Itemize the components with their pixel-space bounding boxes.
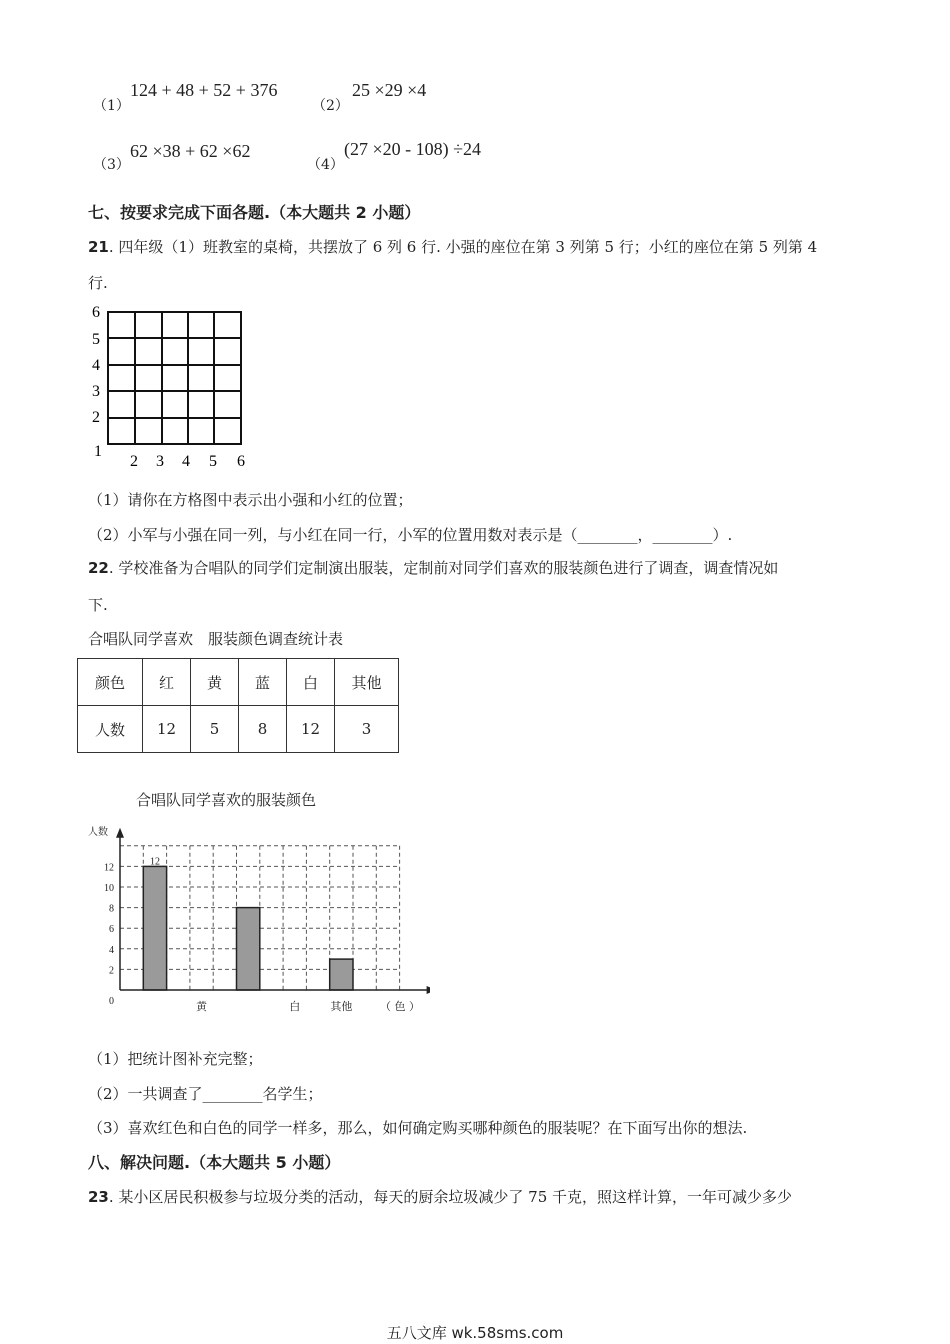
q21-line2: 行. bbox=[88, 274, 108, 292]
grid-x-label-4: 4 bbox=[182, 453, 190, 470]
grid-x-label-5: 5 bbox=[209, 453, 217, 470]
bar-chart bbox=[80, 785, 430, 1020]
x-axis-arrow bbox=[427, 986, 430, 994]
bar bbox=[330, 959, 353, 990]
survey-table-title: 合唱队同学喜欢 服装颜色调查统计表 bbox=[88, 630, 344, 648]
table-cell: 12 bbox=[143, 706, 191, 753]
y-tick-label: 0 bbox=[109, 996, 114, 1007]
chart-ticks bbox=[104, 862, 114, 1007]
calc-expr-2: 25 ×29 ×4 bbox=[352, 80, 427, 100]
table-row bbox=[78, 706, 399, 753]
calc-num-4: （4） bbox=[307, 157, 344, 173]
q23-number: 23 bbox=[88, 1188, 109, 1206]
data-label: 12 bbox=[149, 856, 160, 868]
y-axis-label: 人数 bbox=[88, 827, 108, 838]
x-tick-label: 白 bbox=[289, 1000, 301, 1013]
calc-num-2: （2） bbox=[312, 98, 349, 114]
q22-sub2: （2）一共调查了________名学生； bbox=[88, 1085, 323, 1103]
y-axis-arrow bbox=[116, 828, 124, 838]
table-row bbox=[78, 659, 399, 706]
q21-number: 21 bbox=[88, 238, 109, 256]
calc-expr-1: 124 + 48 + 52 + 376 bbox=[130, 80, 278, 100]
x-tick-label: 黄 bbox=[196, 1000, 208, 1013]
table-cell: 颜色 bbox=[78, 659, 143, 706]
table-cell: 黄 bbox=[191, 659, 239, 706]
y-tick-label: 12 bbox=[104, 862, 114, 874]
q22-sub1: （1）把统计图补充完整； bbox=[88, 1050, 263, 1068]
q22-line2: 下. bbox=[88, 596, 108, 614]
table-cell: 8 bbox=[239, 706, 287, 753]
q22-text: . 学校准备为合唱队的同学们定制演出服装，定制前对同学们喜欢的服装颜色进行了调查，调查情况如 bbox=[108, 559, 779, 577]
y-tick-label: 8 bbox=[109, 903, 114, 915]
grid-y-label-4: 4 bbox=[92, 357, 100, 374]
grid-y-label-5: 5 bbox=[92, 331, 100, 348]
grid-x-label-3: 3 bbox=[156, 453, 164, 470]
calc-num-1: （1） bbox=[93, 98, 130, 114]
y-tick-label: 6 bbox=[109, 924, 114, 936]
calc-expr-3: 62 ×38 + 62 ×62 bbox=[130, 141, 251, 161]
y-tick-label: 10 bbox=[104, 883, 114, 894]
grid-y-label-2: 2 bbox=[92, 409, 100, 426]
grid-x-label-2: 2 bbox=[130, 453, 138, 470]
table-cell: 人数 bbox=[78, 706, 143, 753]
q23-line1 bbox=[88, 1186, 792, 1207]
q21-text: . 四年级（1）班教室的桌椅，共摆放了 6 列 6 行. 小强的座位在第 3 列第 5 行；小红的座位在第 5 列第 4 bbox=[108, 238, 818, 256]
table-cell: 12 bbox=[287, 706, 335, 753]
section-8-heading: 八、解决问题.（本大题共 5 小题） bbox=[88, 1153, 341, 1172]
calc-expr-4: (27 ×20 - 108) ÷24 bbox=[344, 139, 482, 159]
q21-line1 bbox=[88, 236, 817, 257]
x-tick-label: 其他 bbox=[330, 1000, 353, 1013]
table-cell: 红 bbox=[143, 659, 191, 706]
x-axis-label: （ 色 ） bbox=[380, 1000, 420, 1013]
chart-categories bbox=[196, 999, 352, 1013]
seat-grid bbox=[80, 300, 260, 475]
grid-y-label-1: 1 bbox=[94, 443, 102, 460]
q22-sub3: （3）喜欢红色和白色的同学一样多，那么，如何确定购买哪种颜色的服装呢？在下面写出你的想法. bbox=[88, 1119, 748, 1137]
q22-number: 22 bbox=[88, 559, 109, 577]
table-cell: 其他 bbox=[335, 659, 399, 706]
chart-title: 合唱队同学喜欢的服装颜色 bbox=[136, 791, 317, 809]
grid-y-label-6: 6 bbox=[92, 304, 100, 321]
footer-watermark: 五八文库 wk.58sms.com bbox=[386, 1324, 564, 1342]
table-cell: 3 bbox=[335, 706, 399, 753]
table-cell: 蓝 bbox=[239, 659, 287, 706]
survey-table bbox=[77, 658, 399, 753]
bar bbox=[143, 866, 166, 990]
q21-sub2: （2）小军与小强在同一列，与小红在同一行，小军的位置用数对表示是（________，________）. bbox=[88, 526, 733, 544]
calc-num-3: （3） bbox=[93, 157, 130, 173]
q21-sub1: （1）请你在方格图中表示出小强和小红的位置； bbox=[88, 491, 413, 509]
q23-text: . 某小区居民积极参与垃圾分类的活动，每天的厨余垃圾减少了 75 千克，照这样计算，一年可减少多少 bbox=[108, 1188, 793, 1206]
bar bbox=[237, 908, 260, 990]
grid-y-label-3: 3 bbox=[92, 383, 100, 400]
table-cell: 白 bbox=[287, 659, 335, 706]
y-tick-label: 2 bbox=[109, 965, 114, 977]
table-cell: 5 bbox=[191, 706, 239, 753]
section-7-heading: 七、按要求完成下面各题.（本大题共 2 小题） bbox=[88, 203, 421, 222]
chart-bars bbox=[143, 856, 353, 990]
y-tick-label: 4 bbox=[109, 944, 114, 956]
q22-line1 bbox=[88, 557, 778, 578]
grid-x-label-6: 6 bbox=[237, 453, 245, 470]
